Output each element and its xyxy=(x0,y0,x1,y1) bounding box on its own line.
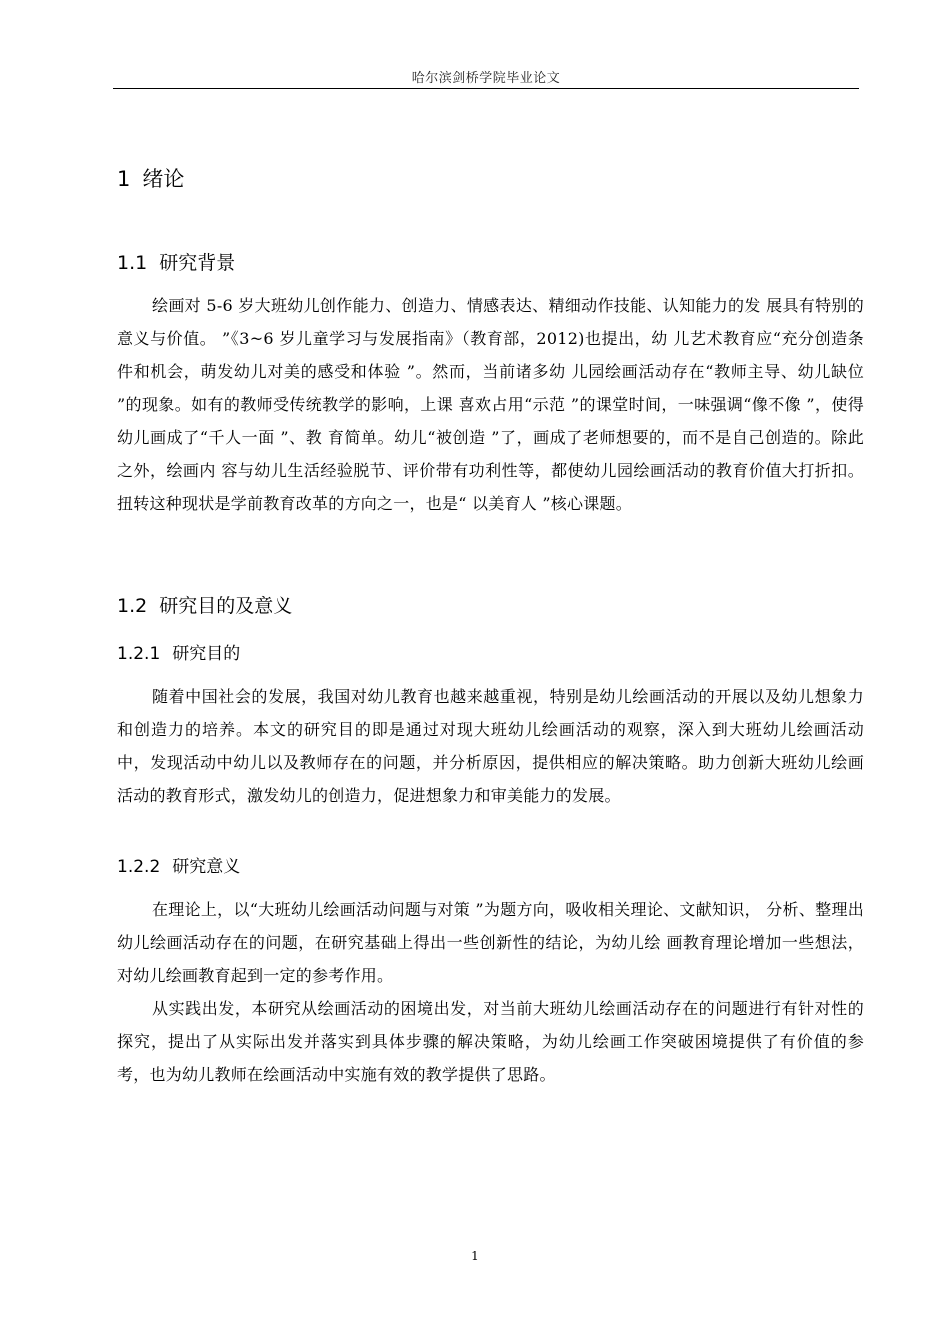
section-heading-purpose-significance xyxy=(117,592,292,620)
section-title: 研究背景 xyxy=(159,252,236,274)
significance-paragraph-1: 在理论上，以“大班幼儿绘画活动问题与对策 ”为题方向，吸收相关理论、文献知识， 分析、整理出幼儿绘画活动存在的问题，在研究基础上得出一些创新性的结论，为幼儿绘 画教育理论增加一些想法，对幼儿绘画教育起到一定的参考作用。 xyxy=(117,900,864,985)
section-heading-background xyxy=(117,249,235,277)
subsection-number: 1.2.2 xyxy=(117,857,161,877)
chapter-title: 绪论 xyxy=(142,167,185,191)
page-header xyxy=(113,62,859,89)
subsection-number: 1.2.1 xyxy=(117,644,161,664)
subsection-heading-purpose xyxy=(117,641,240,667)
section-title: 研究目的及意义 xyxy=(159,595,293,617)
section-number: 1.2 xyxy=(117,595,148,617)
purpose-paragraph: 随着中国社会的发展，我国对幼儿教育也越来越重视，特别是幼儿绘画活动的开展以及幼儿想象力和创造力的培养。本文的研究目的即是通过对现大班幼儿绘画活动的观察，深入到大班幼儿绘画活动中，发现活动中幼儿以及教师存在的问题，并分析原因，提供相应的解决策略。助力创新大班幼儿绘画活动的教育形式，激发幼儿的创造力，促进想象力和审美能力的发展。 xyxy=(117,687,864,805)
subsection-title: 研究目的 xyxy=(172,644,241,664)
header-title: 哈尔滨剑桥学院毕业论文 xyxy=(411,71,561,86)
subsection-title: 研究意义 xyxy=(172,857,241,877)
chapter-heading xyxy=(117,164,184,194)
page-number: 1 xyxy=(471,1249,479,1263)
chapter-number: 1 xyxy=(117,167,131,191)
section-number: 1.1 xyxy=(117,252,148,274)
significance-paragraph-2: 从实践出发，本研究从绘画活动的困境出发，对当前大班幼儿绘画活动存在的问题进行有针对性的探究，提出了从实际出发并落实到具体步骤的解决策略，为幼儿绘画工作突破困境提供了有价值的参考，也为幼儿教师在绘画活动中实施有效的教学提供了思路。 xyxy=(117,999,864,1084)
subsection-heading-significance xyxy=(117,854,240,880)
background-paragraph: 绘画对 5-6 岁大班幼儿创作能力、创造力、情感表达、精细动作技能、认知能力的发 展具有特别的意义与价值。 ”《3~6 岁儿童学习与发展指南》（教育部，2012)也提出，幼 儿艺术教育应“充分创造条件和机会，萌发幼儿对美的感受和体验 ”。然而，当前诸多幼 儿园绘画活动存在“教师主导、幼儿缺位 ”的现象。如有的教师受传统教学的影响，上课 喜欢占用“示范 ”的课堂时间，一味强调“像不像 ”，使得幼儿画成了“千人一面 ”、教 育简单。幼儿“被创造 ”了，画成了老师想要的，而不是自己创造的。除此之外，绘画内 容与幼儿生活经验脱节、评价带有功利性等，都使幼儿园绘画活动的教育价值大打折扣。 扭转这种现状是学前教育改革的方向之一，也是“ 以美育人 ”核心课题。 xyxy=(117,296,864,513)
